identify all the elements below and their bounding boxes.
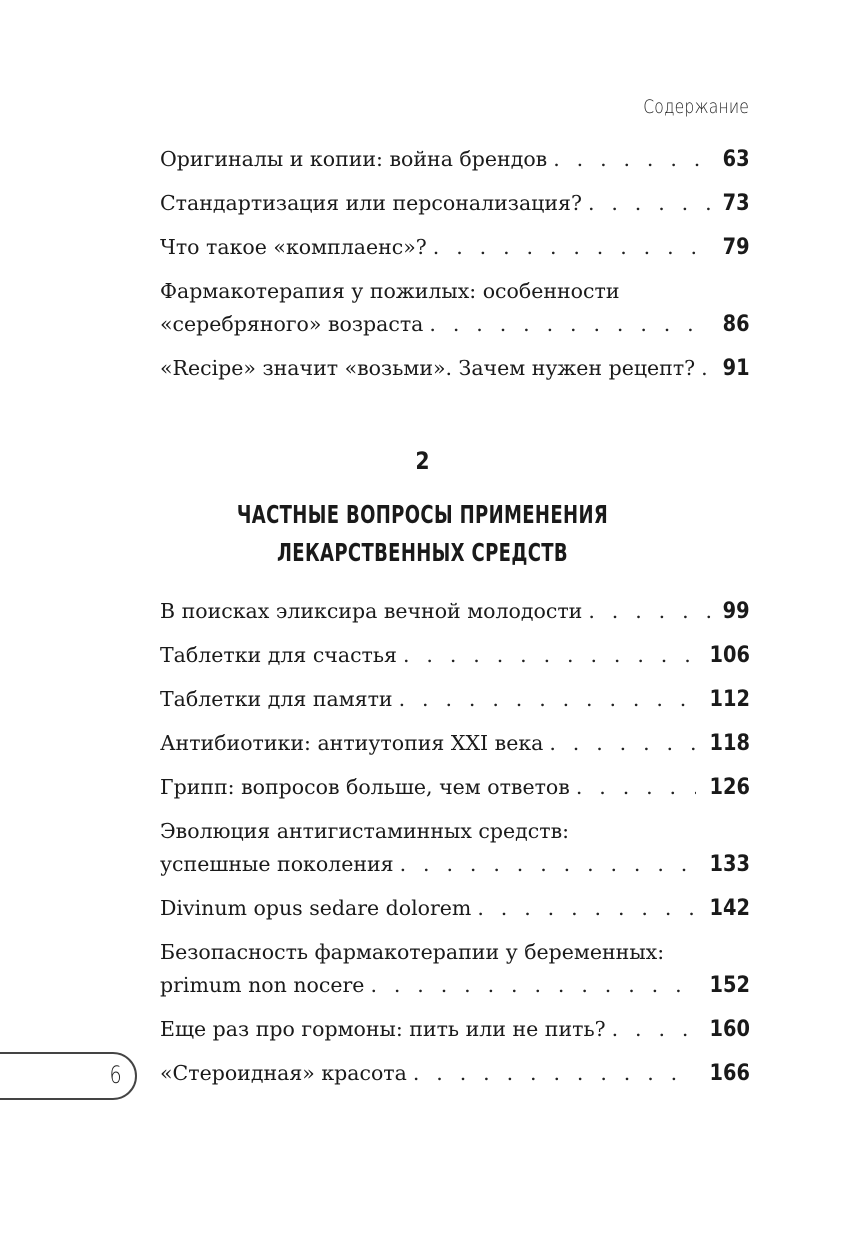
toc-entry[interactable] xyxy=(160,231,750,264)
toc-entry[interactable] xyxy=(160,892,750,925)
dot-leader xyxy=(588,595,711,628)
toc-entry[interactable] xyxy=(160,639,750,672)
toc-entry[interactable] xyxy=(160,275,750,341)
toc-entry-page: 118 xyxy=(709,731,750,756)
toc-entry-page: 79 xyxy=(723,235,750,260)
running-head: Содержание xyxy=(643,96,749,118)
toc-entry-page: 112 xyxy=(709,687,750,712)
dot-leader xyxy=(477,892,696,925)
dot-leader xyxy=(576,771,696,804)
toc-entry-title: Divinum opus sedare dolorem xyxy=(160,896,472,920)
toc-entry-page: 142 xyxy=(709,896,750,921)
dot-leader xyxy=(553,143,711,176)
toc-entry-title: primum non nocere xyxy=(160,973,365,997)
toc-entry-page: 99 xyxy=(723,599,750,624)
toc-entry-title: Грипп: вопросов больше, чем ответов xyxy=(160,775,570,799)
toc-top xyxy=(160,143,750,385)
toc-entry-page: 63 xyxy=(723,147,750,172)
toc-entry-title-line1: Фармакотерапия у пожилых: особенности xyxy=(160,279,620,303)
dot-leader xyxy=(433,231,712,264)
toc-entry[interactable] xyxy=(160,815,750,881)
toc-entry-page: 126 xyxy=(709,775,750,800)
toc-entry[interactable] xyxy=(160,771,750,804)
toc-entry-page: 86 xyxy=(723,312,750,337)
section-title xyxy=(118,496,726,572)
section-number: 2 xyxy=(415,447,430,475)
toc-entry-title-line1: Эволюция антигистаминных средств: xyxy=(160,819,570,843)
toc-entry[interactable] xyxy=(160,352,750,385)
toc-entry-title: «серебряного» возраста xyxy=(160,312,424,336)
toc-entry-title: Что такое «комплаенс»? xyxy=(160,235,427,259)
toc-entry-page: 91 xyxy=(723,356,750,381)
page-number: 6 xyxy=(109,1061,122,1089)
dot-leader xyxy=(403,639,696,672)
dot-leader xyxy=(549,727,696,760)
toc-entry-title: Еще раз про гормоны: пить или не пить? xyxy=(160,1017,606,1041)
toc-entry-title-line1: Безопасность фармакотерапии у беременных: xyxy=(160,940,665,964)
toc-entry[interactable] xyxy=(160,683,750,716)
section-title-line2: ЛЕКАРСТВЕННЫХ СРЕДСТВ xyxy=(276,538,569,567)
toc-entry-page: 133 xyxy=(709,852,750,877)
dot-leader xyxy=(413,1057,696,1090)
dot-leader xyxy=(612,1013,696,1046)
dot-leader xyxy=(399,683,696,716)
toc-entry-title: Таблетки для памяти xyxy=(160,687,393,711)
section-title-line1: ЧАСТНЫЕ ВОПРОСЫ ПРИМЕНЕНИЯ xyxy=(236,500,609,529)
toc-entry[interactable] xyxy=(160,1057,750,1090)
toc-entry-title: Таблетки для счастья xyxy=(160,643,397,667)
toc-entry-page: 166 xyxy=(709,1061,750,1086)
toc-entry-page: 152 xyxy=(709,973,750,998)
toc-entry-title: Стандартизация или персонализация? xyxy=(160,191,582,215)
page-number-tab xyxy=(0,1052,137,1100)
toc-bottom xyxy=(160,595,750,1090)
dot-leader xyxy=(701,352,711,385)
toc-entry-title: Оригиналы и копии: война брендов xyxy=(160,147,548,171)
toc-entry-title: «Стероидная» красота xyxy=(160,1061,407,1085)
dot-leader xyxy=(429,308,711,341)
dot-leader xyxy=(400,848,696,881)
toc-entry[interactable] xyxy=(160,727,750,760)
toc-entry-title: Антибиотики: антиутопия XXI века xyxy=(160,731,544,755)
dot-leader xyxy=(370,969,696,1002)
dot-leader xyxy=(588,187,711,220)
toc-entry[interactable] xyxy=(160,936,750,1002)
toc-entry-title: В поисках эликсира вечной молодости xyxy=(160,599,583,623)
toc-entry-title: успешные поколения xyxy=(160,852,394,876)
toc-entry[interactable] xyxy=(160,1013,750,1046)
toc-entry-page: 73 xyxy=(723,191,750,216)
toc-entry[interactable] xyxy=(160,143,750,176)
toc-entry-page: 160 xyxy=(709,1017,750,1042)
toc-entry[interactable] xyxy=(160,187,750,220)
toc-entry-title: «Recipe» значит «возьми». Зачем нужен рецепт? xyxy=(160,356,696,380)
toc-entry[interactable] xyxy=(160,595,750,628)
toc-entry-page: 106 xyxy=(709,643,750,668)
